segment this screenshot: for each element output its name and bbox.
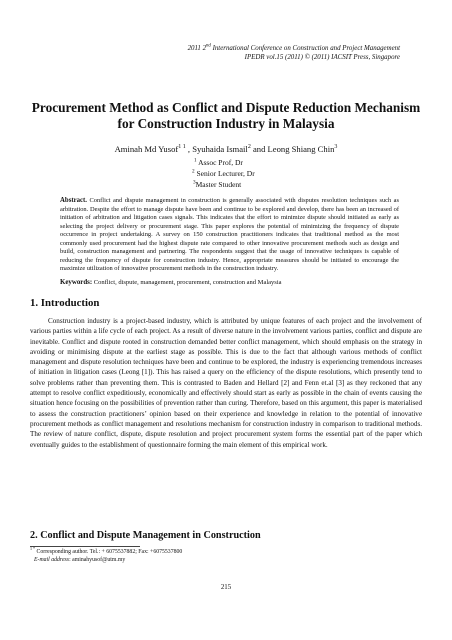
affiliation-2: $^2$ Senior Lecturer, Dr xyxy=(192,168,255,178)
author-list: Aminah Md Yusof$^{1 1}$ , Syuhaida Ismail$^2$ and Leong Shiang Chin$^3$ xyxy=(114,144,338,154)
affiliations xyxy=(180,158,255,190)
footnote xyxy=(30,546,183,564)
keywords-text: Conflict, dispute, management, procurement, construction and Malaysia xyxy=(92,279,282,286)
abstract-text: Conflict and dispute management in construction is generally associated with disputes resolution techniques such as arbitration. Despite the effort to manage dispute have been and continue to be explored and develop, there has been an increased of initiation of arbitration and litigation cases signals. This indicates that the effort to minimize dispute should initiated as early as selecting the project delivery or procurement stage. This paper explores the potential of minimizing the frequency of dispute occurrence in project undertaking. A survey on 150 construction practitioners indicates that traditional method as the most commonly used procurement had the highest dispute rate compared to other innovative procurement methods such as design and build, construction management and partnering. The respondents suggest that the usage of innovative techniques is capable of reducing the frequency of dispute for construction industry. Hence, appropriate measures should be initiated to encourage the maximize utilization of innovative procurement methods in the construction industry. xyxy=(60,197,399,273)
keywords xyxy=(60,278,399,287)
conference-line-1: 2011 2nd International Conference on Construction and Project Management xyxy=(187,43,400,52)
page-number: 215 xyxy=(220,584,232,591)
conference-header xyxy=(100,44,400,62)
intro-paragraph: Construction industry is a project-based industry, which is attributed by unique features of each project and the involvement of various parties within a life cycle of each project. As a result of diverse nature in the involvement various parties, conflict and dispute are inevitable. Conflict and dispute rooted in construction demanded better conflict management, which should emphasis on the strategy in avoiding or minimising dispute at the earliest stage as possible. This is due to the fact that although various methods of conflict management and dispute resolution techniques have been and continue to be explored, the industry is experiencing tremendous increases of initiation in litigation cases (Leong [1]). This has raised a query on the efficiency of the dispute resolutions, which presently tend to solve problems rather than preventing them. This is contrasted to Baden and Hellard [2] and Fenn et.al [3] as they reckoned that any attempt to resolve conflict expeditiously, economically and effectively should start as early as possible in the chain of events causing the situation hence focusing on the possibilities of prevention rather than curing. Therefore, based on this argument, this paper is materialised to assess the construction practitioners’ opinion based on their experience and knowledge in relation to the potential of innovative procurement methods as conflict management and resolutions mechanism for construction industry in comparison to traditional methods. The review of nature conflict, dispute, dispute resolution and project procurement system forms the essential part of the paper which eventually guides to the establishment of questionnaire forming the main element of this empirical work. xyxy=(30,317,422,449)
paper-title: Procurement Method as Conflict and Dispute Reduction Mechanism for Construction Industry in Malaysia xyxy=(31,100,421,131)
abstract-label: Abstract. xyxy=(60,197,87,204)
footnote-line-1: $^{1 *}$ Corresponding author. Tel.: + 6075537882; Fax: +6075537800 xyxy=(30,546,183,555)
footnote-line-2: E-mail address: aminahyusof@utm.my xyxy=(34,556,126,563)
section-2-heading: 2. Conflict and Dispute Management in Construction xyxy=(30,530,261,541)
affiliation-3: $^3$Master Student xyxy=(193,179,242,189)
section-1-body xyxy=(30,316,422,450)
section-1-heading: 1. Introduction xyxy=(30,297,100,309)
keywords-label: Keywords: xyxy=(60,279,93,286)
footnote-divider xyxy=(30,546,140,547)
abstract xyxy=(60,197,399,274)
conference-line-2: IPEDR vol.15 (2011) © (2011) IACSIT Press, Singapore xyxy=(244,54,400,61)
affiliation-1: $^1$ Assoc Prof, Dr xyxy=(194,157,243,167)
